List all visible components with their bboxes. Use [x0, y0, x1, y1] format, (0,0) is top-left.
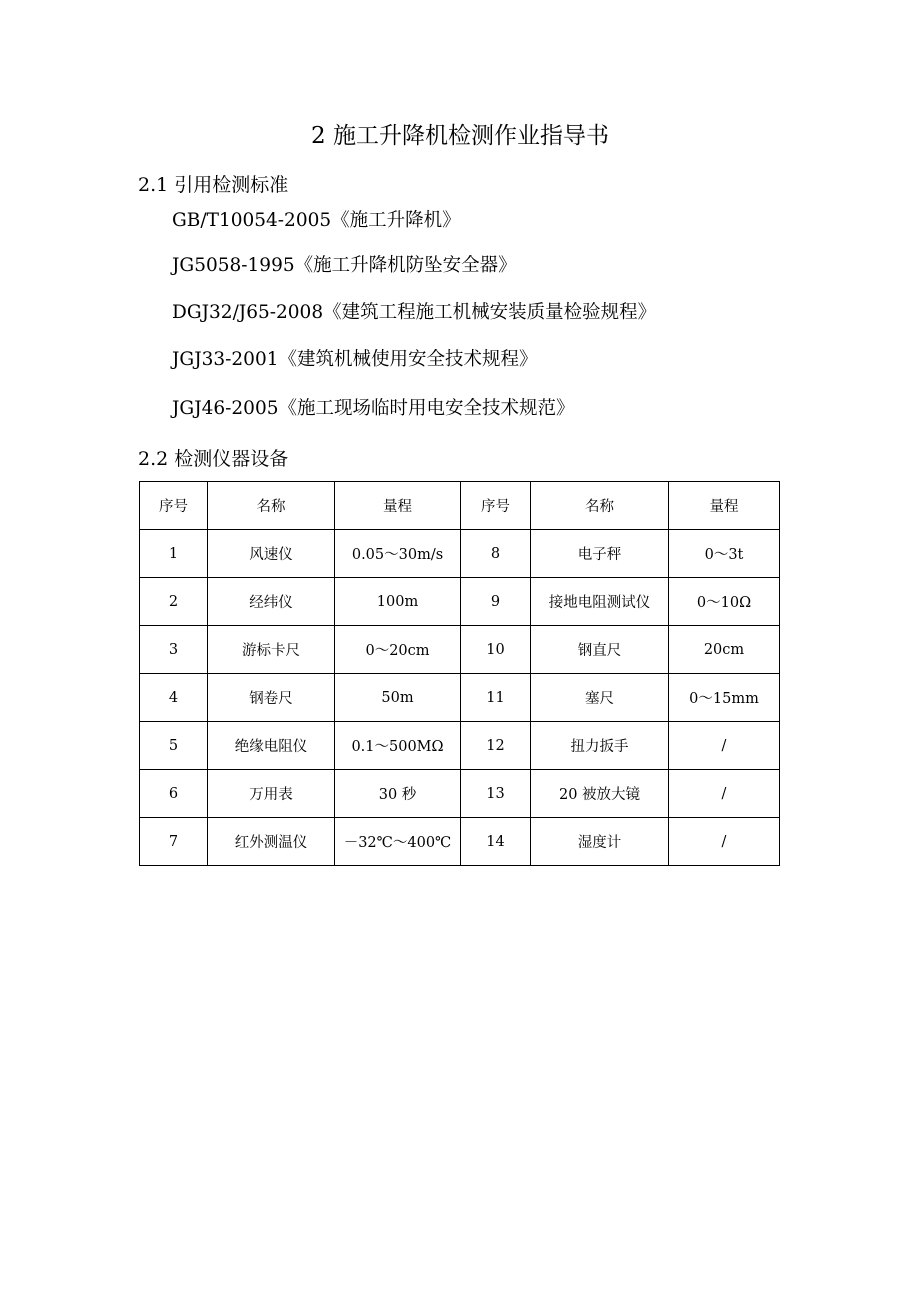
table-cell: 钢卷尺 [208, 674, 335, 722]
table-cell: 5 [140, 722, 208, 770]
document-title: 2 施工升降机检测作业指导书 [311, 123, 609, 149]
table-cell: 8 [461, 530, 531, 578]
table-header-row [140, 482, 780, 530]
table-cell: 30 秒 [335, 770, 461, 818]
section-heading-standards: 2.1 引用检测标准 [138, 174, 289, 196]
table-row [140, 818, 780, 866]
table-cell: 14 [461, 818, 531, 866]
table-cell: 9 [461, 578, 531, 626]
header-cell-name: 名称 [208, 482, 335, 530]
table-cell: 10 [461, 626, 531, 674]
standard-item: GB/T10054-2005《施工升降机》 [172, 210, 461, 231]
table-cell: 钢直尺 [531, 626, 669, 674]
table-cell: 0～3t [669, 530, 780, 578]
table-cell: / [669, 818, 780, 866]
table-cell: 接地电阻测试仪 [531, 578, 669, 626]
table-cell: 6 [140, 770, 208, 818]
table-cell: 20 被放大镜 [531, 770, 669, 818]
table-row [140, 578, 780, 626]
table-cell: 经纬仪 [208, 578, 335, 626]
table-cell: －32℃～400℃ [335, 818, 461, 866]
table-cell: / [669, 722, 780, 770]
table-cell: 游标卡尺 [208, 626, 335, 674]
table-row [140, 770, 780, 818]
equipment-table [139, 481, 780, 866]
header-cell-index: 序号 [140, 482, 208, 530]
header-cell-name: 名称 [531, 482, 669, 530]
standard-item: JGJ46-2005《施工现场临时用电安全技术规范》 [172, 398, 575, 419]
table-cell: 0～20cm [335, 626, 461, 674]
table-cell: 湿度计 [531, 818, 669, 866]
table-cell: 绝缘电阻仪 [208, 722, 335, 770]
table-cell: 万用表 [208, 770, 335, 818]
table-cell: 1 [140, 530, 208, 578]
table-cell: 13 [461, 770, 531, 818]
table-cell: 0～15mm [669, 674, 780, 722]
table-cell: 3 [140, 626, 208, 674]
table-cell: 扭力扳手 [531, 722, 669, 770]
header-cell-range: 量程 [335, 482, 461, 530]
section-heading-equipment: 2.2 检测仪器设备 [138, 448, 289, 470]
table-row [140, 626, 780, 674]
table-cell: 12 [461, 722, 531, 770]
table-cell: 0.05～30m/s [335, 530, 461, 578]
header-cell-range: 量程 [669, 482, 780, 530]
table-cell: 100m [335, 578, 461, 626]
table-cell: 50m [335, 674, 461, 722]
table-cell: 0.1～500MΩ [335, 722, 461, 770]
table-cell: 0～10Ω [669, 578, 780, 626]
standard-item: JG5058-1995《施工升降机防坠安全器》 [172, 255, 517, 276]
table-row [140, 722, 780, 770]
table-cell: 电子秤 [531, 530, 669, 578]
table-cell: 11 [461, 674, 531, 722]
header-cell-index: 序号 [461, 482, 531, 530]
table-cell: 塞尺 [531, 674, 669, 722]
table-cell: 4 [140, 674, 208, 722]
table-cell: 7 [140, 818, 208, 866]
table-cell: 红外测温仪 [208, 818, 335, 866]
table-cell: 风速仪 [208, 530, 335, 578]
table-cell: 20cm [669, 626, 780, 674]
table-row [140, 674, 780, 722]
table-cell: / [669, 770, 780, 818]
standard-item: DGJ32/J65-2008《建筑工程施工机械安装质量检验规程》 [172, 302, 657, 323]
table-row [140, 530, 780, 578]
standard-item: JGJ33-2001《建筑机械使用安全技术规程》 [172, 349, 538, 370]
table-cell: 2 [140, 578, 208, 626]
